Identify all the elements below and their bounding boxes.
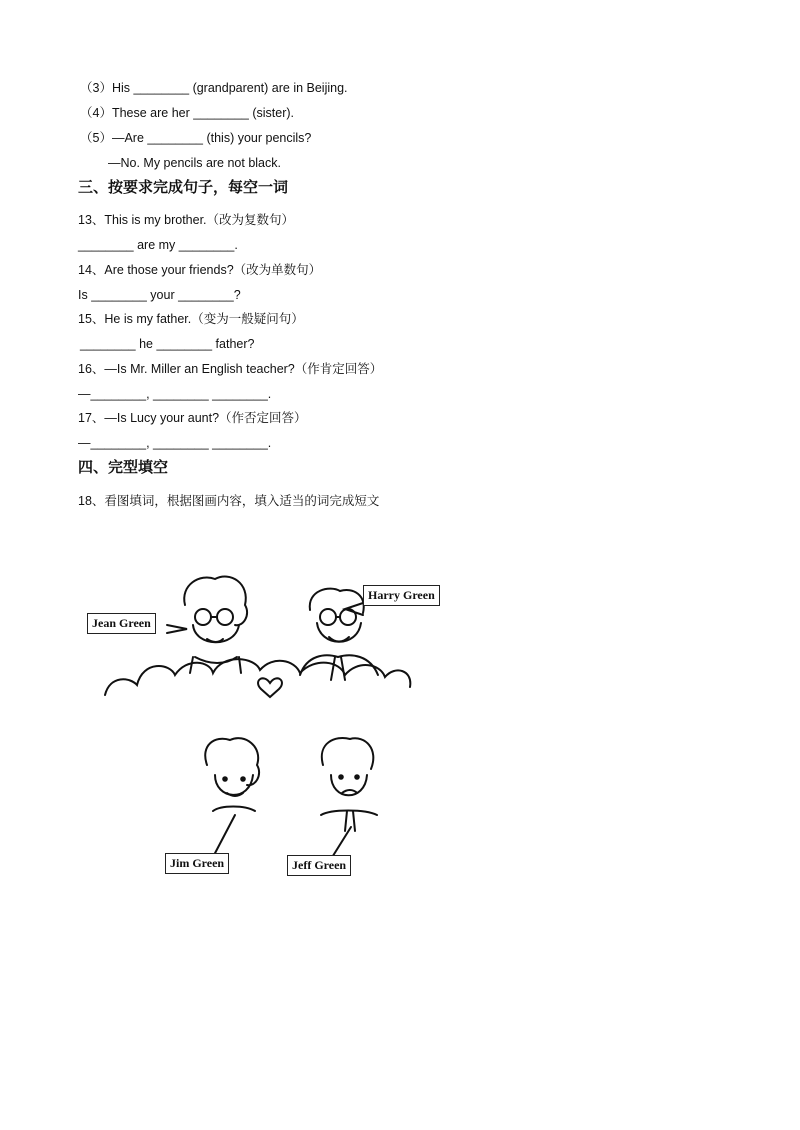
question-18: 18、看图填词，根据图画内容，填入适当的词完成短文 — [78, 494, 380, 508]
question-13-blank: ________ are my ________. — [78, 238, 238, 252]
jim-green-portrait — [205, 738, 259, 857]
question-16: 16、—Is Mr. Miller an English teacher?（作肯定回答） — [78, 362, 383, 376]
label-harry-green: Harry Green — [363, 585, 440, 606]
label-jean-green: Jean Green — [87, 613, 156, 634]
question-14-blank: Is ________ your ________? — [78, 288, 241, 302]
jeff-green-portrait — [321, 738, 377, 859]
question-14: 14、Are those your friends?（改为单数句） — [78, 263, 322, 277]
family-illustration — [92, 565, 455, 885]
section-3-title: 三、按要求完成句子，每空一词 — [78, 179, 289, 196]
exercise-item-5: （5）—Are ________ (this) your pencils? — [80, 131, 312, 145]
exercise-item-3: （3）His ________ (grandparent) are in Beijing. — [80, 81, 348, 95]
question-17-blank: —________, ________ ________. — [78, 436, 272, 450]
question-16-blank: —________, ________ ________. — [78, 387, 272, 401]
label-jeff-green: Jeff Green — [287, 855, 351, 876]
question-13: 13、This is my brother.（改为复数句） — [78, 213, 295, 227]
label-jim-green: Jim Green — [165, 853, 229, 874]
question-15-blank: ________ he ________ father? — [80, 337, 255, 351]
exercise-item-5-answer: —No. My pencils are not black. — [108, 156, 281, 170]
exercise-item-4: （4）These are her ________ (sister). — [80, 106, 294, 120]
section-4-title: 四、完型填空 — [78, 459, 169, 476]
question-15: 15、He is my father.（变为一般疑问句） — [78, 312, 304, 326]
question-17: 17、—Is Lucy your aunt?（作否定回答） — [78, 411, 307, 425]
